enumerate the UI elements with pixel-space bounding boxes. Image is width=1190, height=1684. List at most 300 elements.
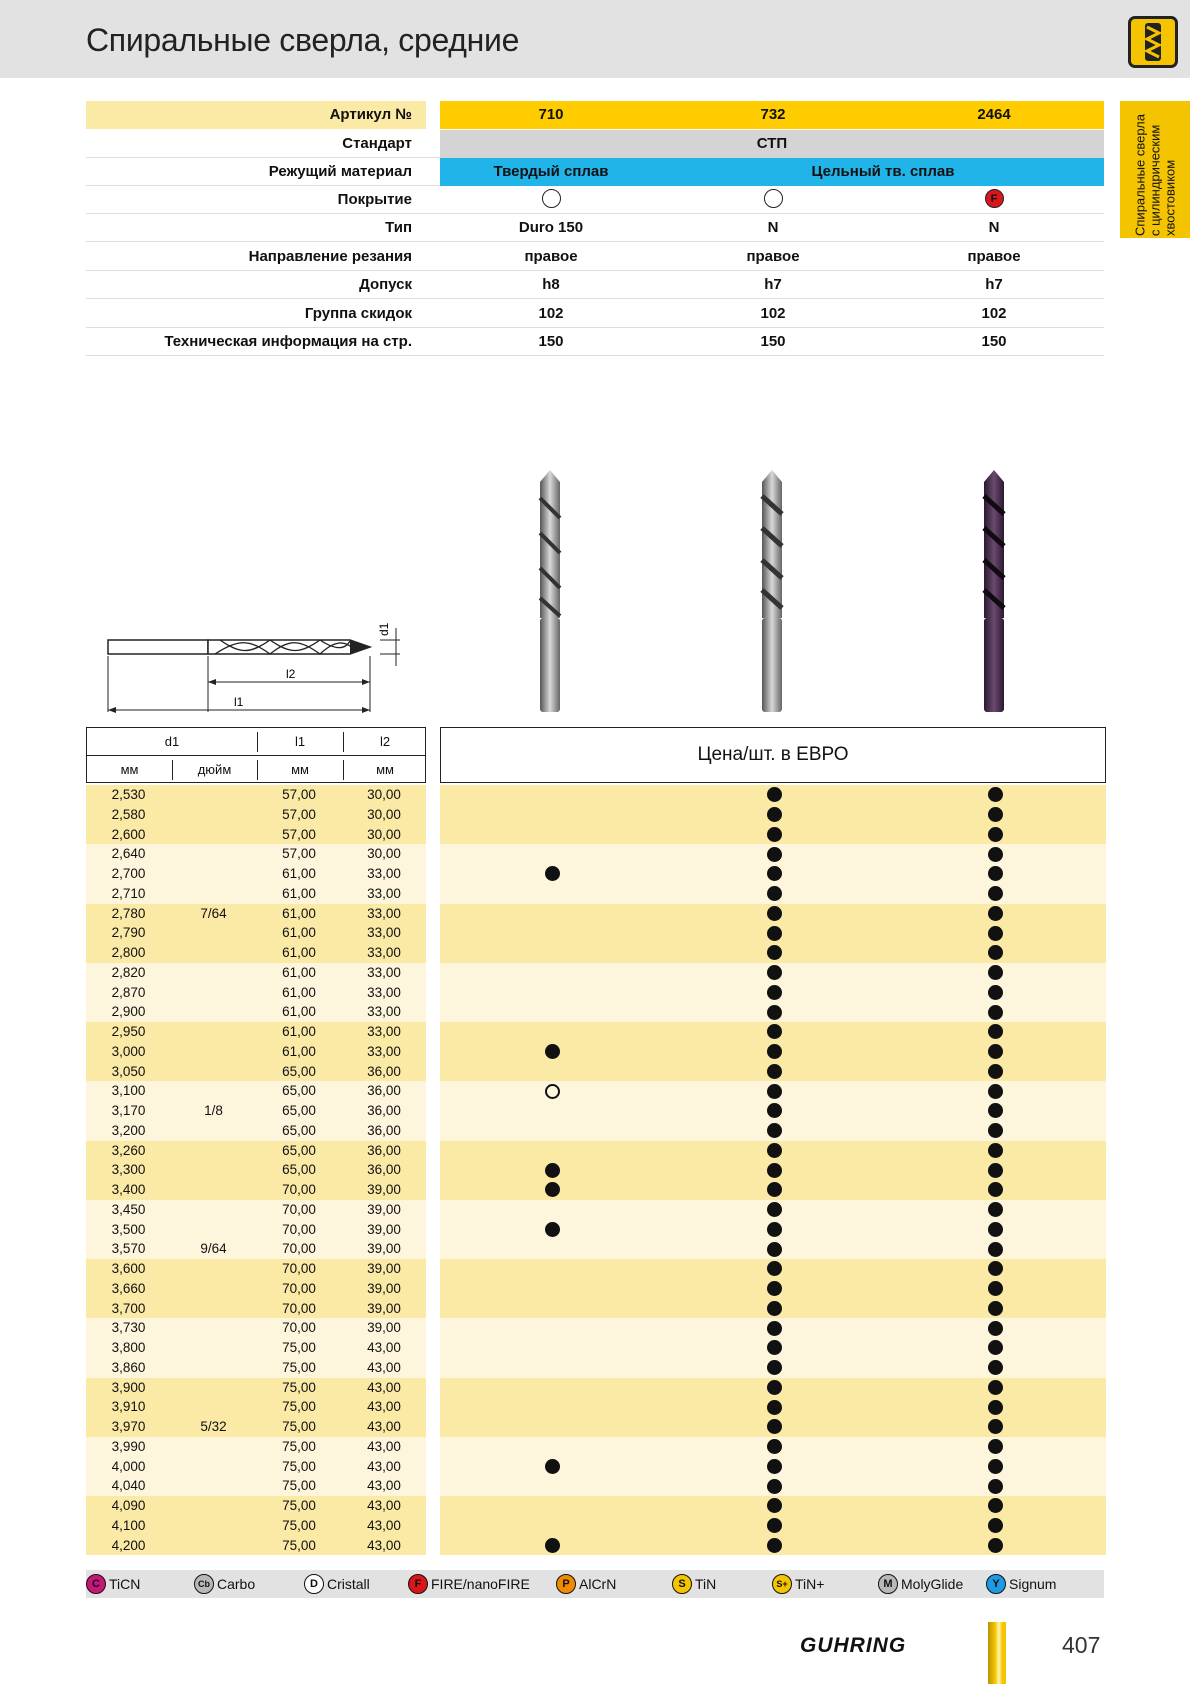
cell-inch [171, 923, 256, 943]
availability-dot[interactable] [767, 906, 782, 921]
availability-dot[interactable] [767, 1498, 782, 1513]
cell-d: 2,600 [111, 826, 146, 842]
techinfo-2464[interactable] [884, 328, 1104, 356]
cell-inch [171, 884, 256, 904]
coating-badge-icon: F [408, 1574, 428, 1594]
legend-label: TiCN [109, 1576, 141, 1592]
availability-dot[interactable] [988, 866, 1003, 881]
availability-dot[interactable] [767, 1301, 782, 1316]
availability-dot[interactable] [545, 1182, 560, 1197]
availability-dot[interactable] [767, 1459, 782, 1474]
cell-l2: 33,00 [367, 964, 401, 980]
availability-dot[interactable] [988, 1439, 1003, 1454]
cell-l2: 30,00 [367, 787, 401, 802]
cell-l2: 33,00 [367, 1024, 401, 1039]
cell-l1: 75,00 [282, 1517, 316, 1533]
availability-dot[interactable] [767, 1360, 782, 1375]
legend-item [672, 1574, 716, 1594]
availability-dot[interactable] [988, 827, 1003, 842]
cell-inch [171, 1338, 256, 1358]
legend-item [86, 1574, 140, 1594]
cell-d: 2,700 [111, 866, 146, 881]
cell-inch [171, 1457, 256, 1477]
availability-dot[interactable] [988, 1400, 1003, 1415]
coating-badge-icon: S [672, 1574, 692, 1594]
availability-dot[interactable] [988, 1479, 1003, 1494]
diagram-l2-label: l2 [286, 667, 296, 681]
material-710: Твердый сплав [493, 163, 609, 180]
diagram-l1-label: l1 [234, 695, 244, 709]
cell-l2: 39,00 [367, 1201, 401, 1217]
coating-badge-icon: Cb [194, 1574, 214, 1594]
uncoated-icon [542, 189, 561, 208]
availability-dot[interactable] [988, 945, 1003, 960]
cell-l2: 36,00 [367, 1103, 401, 1118]
cell-d: 3,570 [111, 1241, 146, 1257]
spec-label-type: Тип [385, 219, 412, 236]
availability-dot[interactable] [767, 1380, 782, 1395]
spec-row-standard [86, 130, 1104, 158]
drill-2464-image [976, 468, 1012, 714]
cell-l2: 30,00 [367, 806, 401, 822]
cell-l1: 61,00 [282, 964, 316, 980]
coating-badge-icon: P [556, 1574, 576, 1594]
cell-d: 2,870 [111, 984, 146, 1000]
header-l1: l1 [294, 734, 306, 749]
side-tab-text: Спиральные сверла с цилиндрическим хвостовиком [1132, 113, 1178, 236]
cell-d: 4,090 [111, 1498, 146, 1513]
cell-l1: 61,00 [282, 885, 316, 901]
cell-l1: 70,00 [282, 1261, 316, 1276]
availability-dot[interactable] [767, 965, 782, 980]
cell-l1: 61,00 [282, 1043, 316, 1059]
article-710: 710 [538, 106, 564, 123]
spec-row-type [86, 214, 1104, 242]
cell-l1: 75,00 [282, 1379, 316, 1395]
spec-label-direction: Направление резания [248, 248, 412, 265]
spec-label-techinfo: Техническая информация на стр. [164, 333, 412, 350]
cell-inch [171, 943, 256, 963]
availability-dot[interactable] [767, 1439, 782, 1454]
availability-dot[interactable] [767, 1163, 782, 1178]
spec-row-tolerance [86, 271, 1104, 299]
cell-l2: 39,00 [367, 1280, 401, 1296]
availability-dot[interactable] [988, 1459, 1003, 1474]
cell-inch [171, 1042, 256, 1062]
cell-l1: 61,00 [282, 925, 316, 941]
coating-710 [440, 186, 662, 214]
cell-l2: 33,00 [367, 925, 401, 941]
cell-l1: 75,00 [282, 1478, 316, 1494]
cell-d: 2,790 [111, 925, 146, 941]
cell-d: 2,800 [111, 945, 146, 960]
availability-dot[interactable] [988, 1103, 1003, 1118]
cell-l1: 65,00 [282, 1063, 316, 1079]
side-tab [1120, 101, 1190, 238]
tolerance-710: h8 [542, 276, 560, 293]
availability-dot[interactable] [988, 1380, 1003, 1395]
spec-label-tolerance: Допуск [359, 276, 412, 293]
cell-d: 2,580 [111, 806, 146, 822]
cell-l2: 36,00 [367, 1083, 401, 1099]
header-l2-mm: мм [376, 762, 394, 777]
header-divider [172, 760, 173, 780]
availability-dot[interactable] [767, 1202, 782, 1217]
availability-dot[interactable] [988, 1163, 1003, 1178]
cell-d: 4,000 [111, 1458, 146, 1474]
page-header [0, 0, 1190, 78]
legend-label: Carbo [217, 1576, 256, 1592]
availability-dot[interactable] [545, 1222, 560, 1237]
cell-l2: 36,00 [367, 1063, 401, 1079]
availability-dot[interactable] [767, 1538, 782, 1553]
availability-dot[interactable] [767, 1419, 782, 1434]
coating-badge-icon: D [304, 1574, 324, 1594]
availability-dot[interactable] [988, 1123, 1003, 1138]
cell-l2: 33,00 [367, 984, 401, 1000]
cell-inch [171, 1437, 256, 1457]
availability-dot[interactable] [767, 1518, 782, 1533]
spec-row-direction [86, 243, 1104, 271]
availability-dot[interactable] [988, 1281, 1003, 1296]
availability-dot[interactable] [767, 1103, 782, 1118]
cell-l2: 30,00 [367, 846, 401, 862]
article-732: 732 [760, 106, 786, 123]
cell-d: 2,780 [111, 905, 146, 921]
coating-2464 [884, 186, 1104, 214]
cell-d: 3,050 [111, 1063, 146, 1079]
cell-d: 2,640 [111, 846, 146, 862]
discount-710: 102 [538, 305, 564, 322]
availability-dot[interactable] [545, 1459, 560, 1474]
cell-l1: 61,00 [282, 905, 316, 921]
availability-dot[interactable] [545, 1538, 560, 1553]
availability-dot[interactable] [988, 926, 1003, 941]
availability-dot[interactable] [767, 1479, 782, 1494]
cell-inch [171, 1022, 256, 1042]
legend-label: AlCrN [579, 1576, 617, 1592]
cell-l2: 39,00 [367, 1261, 401, 1276]
cell-inch [171, 1397, 256, 1417]
cell-l2: 43,00 [367, 1419, 401, 1434]
legend-label: TiN [695, 1576, 717, 1592]
availability-dot[interactable] [767, 1222, 782, 1237]
cell-inch [171, 1318, 256, 1338]
type-732: N [767, 219, 779, 236]
legend-item [304, 1574, 370, 1594]
spec-row-discount [86, 300, 1104, 328]
availability-dot[interactable] [988, 847, 1003, 862]
coating-badge-icon: M [878, 1574, 898, 1594]
cell-inch [171, 963, 256, 983]
cell-l1: 61,00 [282, 945, 316, 960]
direction-710: правое [524, 248, 578, 265]
availability-dot[interactable] [767, 1281, 782, 1296]
cell-l1: 70,00 [282, 1280, 316, 1296]
cell-d: 3,000 [111, 1043, 146, 1059]
cell-d: 2,530 [111, 787, 146, 802]
cell-l2: 36,00 [367, 1142, 401, 1158]
header-l2: l2 [379, 734, 391, 749]
cell-d: 3,500 [111, 1221, 146, 1237]
cell-l2: 43,00 [367, 1438, 401, 1454]
cell-l1: 65,00 [282, 1103, 316, 1118]
diagram-d1-label: d1 [377, 622, 391, 636]
availability-dot[interactable] [988, 1538, 1003, 1553]
legend-item [556, 1574, 616, 1594]
cell-l1: 70,00 [282, 1300, 316, 1316]
discount-732: 102 [760, 305, 786, 322]
cell-inch [171, 1081, 256, 1101]
cell-d: 2,710 [111, 885, 146, 901]
availability-dot[interactable] [767, 1143, 782, 1158]
cell-d: 3,900 [111, 1379, 146, 1395]
header-d1-mm: мм [120, 762, 139, 777]
cell-l1: 65,00 [282, 1083, 316, 1099]
cell-l2: 33,00 [367, 1004, 401, 1020]
header-d1-inch: дюйм [197, 762, 232, 777]
cell-inch [171, 1002, 256, 1022]
coating-badge-icon: Y [986, 1574, 1006, 1594]
cell-inch [171, 1141, 256, 1161]
header-divider [87, 755, 425, 756]
cell-inch [171, 1180, 256, 1200]
cell-d: 3,910 [111, 1399, 146, 1415]
cell-inch: 9/64 [200, 1241, 227, 1257]
availability-dot[interactable] [767, 787, 782, 802]
cell-l1: 75,00 [282, 1399, 316, 1415]
cell-l2: 39,00 [367, 1241, 401, 1257]
cell-l2: 43,00 [367, 1379, 401, 1395]
availability-dot[interactable] [545, 1163, 560, 1178]
cell-l1: 75,00 [282, 1537, 316, 1553]
cell-l2: 30,00 [367, 826, 401, 842]
spec-label-standard: Стандарт [342, 135, 412, 152]
coating-legend [86, 1570, 1104, 1598]
drill-dimension-diagram [100, 610, 420, 720]
cell-l1: 65,00 [282, 1142, 316, 1158]
availability-dot[interactable] [988, 1261, 1003, 1276]
cell-d: 3,600 [111, 1261, 146, 1276]
dimension-table-header [86, 727, 426, 783]
availability-dot[interactable] [988, 1321, 1003, 1336]
direction-732: правое [746, 248, 800, 265]
cell-l2: 43,00 [367, 1458, 401, 1474]
cell-l2: 36,00 [367, 1122, 401, 1138]
cell-l1: 57,00 [282, 806, 316, 822]
availability-dot[interactable] [767, 827, 782, 842]
cell-l1: 70,00 [282, 1241, 316, 1257]
cell-inch [171, 1121, 256, 1141]
article-2464: 2464 [977, 106, 1011, 123]
type-710: Duro 150 [518, 219, 584, 236]
cell-l2: 33,00 [367, 866, 401, 881]
cell-inch [171, 1476, 256, 1496]
availability-dot[interactable] [545, 1044, 560, 1059]
availability-dot[interactable] [767, 926, 782, 941]
spec-row-coating [86, 186, 1104, 214]
page-title: Спиральные сверла, средние [86, 22, 520, 58]
cell-l1: 75,00 [282, 1438, 316, 1454]
footer-accent-bar [988, 1622, 1006, 1684]
availability-dot[interactable] [767, 1123, 782, 1138]
techinfo-link[interactable]: 150 [981, 333, 1007, 350]
availability-dot[interactable] [767, 1084, 782, 1099]
availability-dot[interactable] [767, 1242, 782, 1257]
legend-label: TiN+ [795, 1576, 825, 1592]
cell-inch [171, 1279, 256, 1299]
direction-2464: правое [967, 248, 1021, 265]
spec-label-article: Артикул № [86, 101, 426, 129]
tolerance-2464: h7 [985, 276, 1003, 293]
header-divider [257, 760, 258, 780]
availability-dot[interactable] [767, 985, 782, 1000]
techinfo-710[interactable] [440, 328, 662, 356]
availability-dot[interactable] [988, 1360, 1003, 1375]
cell-l2: 43,00 [367, 1399, 401, 1415]
legend-label: Cristall [327, 1576, 370, 1592]
availability-open-dot[interactable] [545, 1084, 560, 1099]
availability-dot[interactable] [767, 1400, 782, 1415]
availability-dot[interactable] [988, 985, 1003, 1000]
tolerance-732: h7 [764, 276, 782, 293]
availability-dot[interactable] [767, 1044, 782, 1059]
availability-dot[interactable] [988, 1064, 1003, 1079]
cell-inch [171, 1200, 256, 1220]
legend-item [772, 1574, 824, 1594]
cell-l2: 36,00 [367, 1162, 401, 1178]
availability-dot[interactable] [988, 886, 1003, 901]
availability-dot[interactable] [988, 1498, 1003, 1513]
availability-dot[interactable] [988, 807, 1003, 822]
cell-d: 3,100 [111, 1083, 146, 1099]
cell-l2: 39,00 [367, 1182, 401, 1197]
header-divider [343, 732, 344, 752]
coating-badge-icon: S+ [772, 1574, 792, 1594]
header-l1-mm: мм [291, 762, 309, 777]
cell-inch: 1/8 [204, 1103, 223, 1118]
availability-dot[interactable] [767, 807, 782, 822]
drill-732-image [754, 468, 790, 714]
cell-l2: 43,00 [367, 1517, 401, 1533]
coating-badge-icon: C [86, 1574, 106, 1594]
availability-dot[interactable] [988, 1182, 1003, 1197]
availability-dot[interactable] [988, 1419, 1003, 1434]
availability-dot[interactable] [988, 1340, 1003, 1355]
cell-inch [171, 825, 256, 845]
spec-label-coating: Покрытие [337, 191, 412, 208]
cell-l2: 43,00 [367, 1340, 401, 1355]
standard-value: СТП [440, 130, 1104, 158]
availability-dot[interactable] [988, 787, 1003, 802]
availability-dot[interactable] [988, 1242, 1003, 1257]
techinfo-link[interactable]: 150 [538, 333, 564, 350]
cell-inch [171, 805, 256, 825]
availability-dot[interactable] [767, 847, 782, 862]
cell-inch [171, 1378, 256, 1398]
cell-l1: 61,00 [282, 1004, 316, 1020]
cell-inch [171, 983, 256, 1003]
cell-l2: 33,00 [367, 905, 401, 921]
spec-label-material: Режущий материал [268, 163, 412, 180]
availability-dot[interactable] [988, 1202, 1003, 1217]
availability-dot[interactable] [988, 1044, 1003, 1059]
cell-d: 3,730 [111, 1320, 146, 1336]
availability-dot[interactable] [988, 1005, 1003, 1020]
availability-dot[interactable] [767, 1064, 782, 1079]
techinfo-732[interactable] [662, 328, 884, 356]
cell-l1: 61,00 [282, 984, 316, 1000]
availability-dot[interactable] [545, 866, 560, 881]
cell-d: 4,200 [111, 1537, 146, 1553]
cell-l2: 39,00 [367, 1320, 401, 1336]
availability-dot[interactable] [988, 1143, 1003, 1158]
cell-l1: 57,00 [282, 787, 316, 802]
availability-dot[interactable] [767, 886, 782, 901]
cell-l1: 75,00 [282, 1419, 316, 1434]
cell-d: 2,950 [111, 1024, 146, 1039]
cell-d: 3,800 [111, 1340, 146, 1355]
availability-dot[interactable] [767, 1321, 782, 1336]
availability-dot[interactable] [767, 1024, 782, 1039]
availability-dot[interactable] [767, 1261, 782, 1276]
cell-inch [171, 1160, 256, 1180]
cell-inch [171, 1299, 256, 1319]
coating-732 [662, 186, 884, 214]
cell-inch [171, 844, 256, 864]
legend-item [408, 1574, 530, 1594]
availability-dot[interactable] [767, 1005, 782, 1020]
cell-l2: 39,00 [367, 1300, 401, 1316]
cell-inch [171, 1220, 256, 1240]
cell-inch [171, 1358, 256, 1378]
legend-item [194, 1574, 255, 1594]
cell-d: 3,260 [111, 1142, 146, 1158]
legend-label: MolyGlide [901, 1576, 964, 1592]
legend-item [878, 1574, 963, 1594]
availability-dot[interactable] [988, 1518, 1003, 1533]
spec-label-discount: Группа скидок [304, 305, 412, 322]
cell-d: 3,700 [111, 1300, 146, 1316]
cell-d: 3,450 [111, 1201, 146, 1217]
availability-dot[interactable] [988, 1084, 1003, 1099]
availability-dot[interactable] [767, 866, 782, 881]
availability-dot[interactable] [988, 906, 1003, 921]
availability-dot[interactable] [988, 965, 1003, 980]
header-d1: d1 [164, 734, 180, 749]
spec-row-material [86, 158, 1104, 186]
techinfo-link[interactable]: 150 [760, 333, 786, 350]
cell-l1: 65,00 [282, 1162, 316, 1178]
availability-dot[interactable] [767, 945, 782, 960]
availability-dot[interactable] [988, 1301, 1003, 1316]
cell-l2: 33,00 [367, 945, 401, 960]
cell-l2: 33,00 [367, 885, 401, 901]
cell-inch [171, 785, 256, 805]
cell-l2: 39,00 [367, 1221, 401, 1237]
material-732-2464: Цельный тв. сплав [811, 163, 955, 180]
availability-dot[interactable] [988, 1024, 1003, 1039]
cell-l1: 75,00 [282, 1458, 316, 1474]
availability-dot[interactable] [767, 1182, 782, 1197]
cell-l2: 43,00 [367, 1478, 401, 1494]
cell-d: 4,100 [111, 1517, 146, 1533]
legend-label: FIRE/nanoFIRE [431, 1576, 530, 1592]
availability-dot[interactable] [988, 1222, 1003, 1237]
cell-inch [171, 1516, 256, 1536]
drill-710-image [532, 468, 568, 714]
availability-dot[interactable] [767, 1340, 782, 1355]
